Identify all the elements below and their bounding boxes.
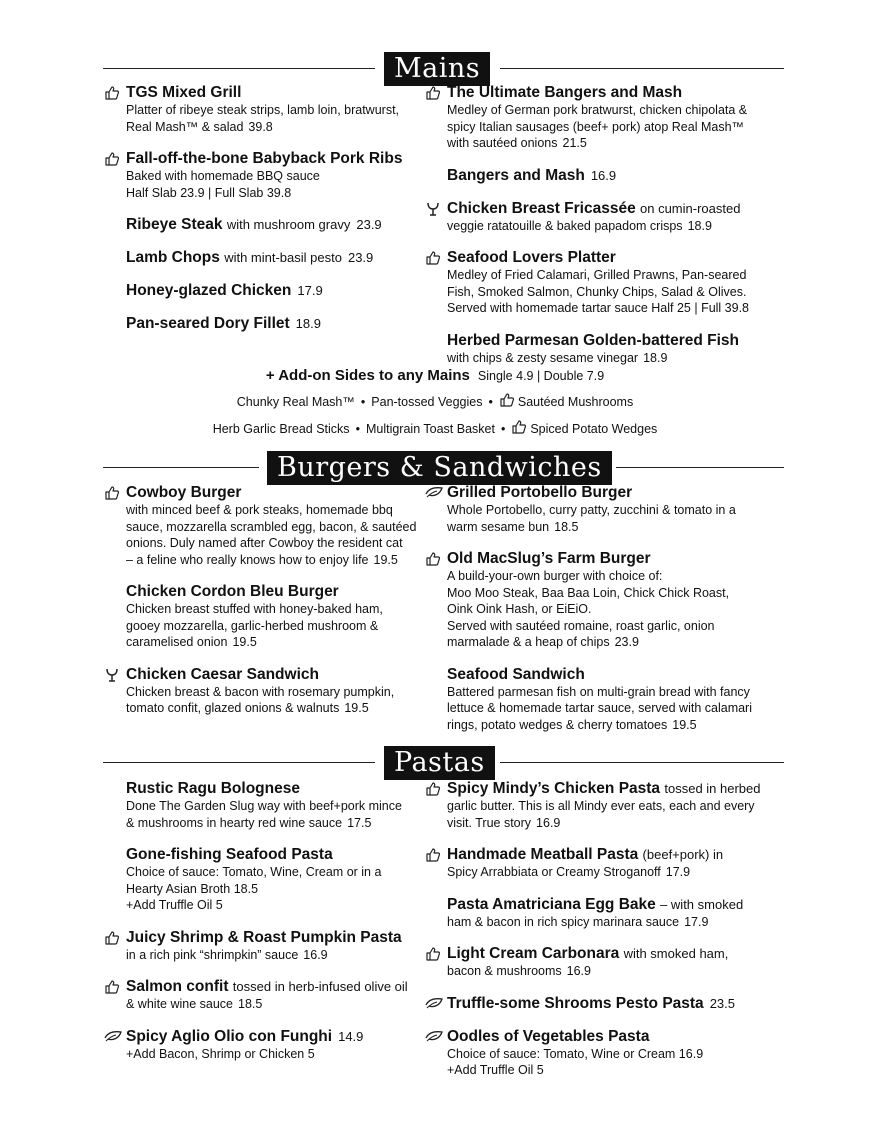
item-price: 18.9 xyxy=(295,316,321,331)
item-description-text: Medley of Fried Calamari, Grilled Prawns, Pan-seared Fish, Smoked Salmon, Chunky Chips, Salad & Olives. Served with homemade tartar sauce Half 25 | Full 39.8 xyxy=(447,268,750,315)
addon-line-1 xyxy=(0,392,870,411)
item-name: Seafood Lovers Platter xyxy=(447,249,616,266)
item-name: Oodles of Vegetables Pasta xyxy=(447,1027,650,1045)
item-name: TGS Mixed Grill xyxy=(126,84,242,101)
divider xyxy=(103,762,375,763)
thumbs-up-icon xyxy=(104,85,122,101)
item-inline-desc: – with smoked xyxy=(660,896,744,912)
item-price: 23.9 xyxy=(614,635,639,649)
item-name-line xyxy=(447,944,785,963)
section-title-pastas: Pastas xyxy=(384,746,495,780)
item-description xyxy=(126,996,424,1013)
item-inline-desc: with mint-basil pesto xyxy=(224,250,342,265)
thumbs-up-icon xyxy=(104,979,122,995)
burgers-left-column xyxy=(104,483,424,731)
item-inline-desc: with mushroom gravy xyxy=(226,217,351,232)
thumbs-up-icon xyxy=(425,85,443,101)
leaf-icon xyxy=(104,1029,122,1045)
item-name: Juicy Shrimp & Roast Pumpkin Pasta xyxy=(126,928,402,946)
item-price: 18.9 xyxy=(687,218,712,233)
item-name-line xyxy=(447,166,785,185)
menu-item xyxy=(104,582,424,651)
item-description xyxy=(447,350,785,367)
thumbs-up-icon xyxy=(104,930,122,946)
addon-title: + Add-on Sides to any Mains Single 4.9 | Double 7.9 xyxy=(265,367,605,384)
divider xyxy=(103,467,259,468)
item-description xyxy=(447,864,785,881)
item-name-line xyxy=(447,665,785,684)
separator-dot: • xyxy=(355,422,360,436)
menu-item xyxy=(104,248,444,267)
menu-item xyxy=(425,845,785,881)
menu-item xyxy=(425,199,785,235)
item-price: 17.9 xyxy=(665,865,691,879)
addon-side-item: Multigrain Toast Basket xyxy=(365,422,495,436)
item-name: Cowboy Burger xyxy=(126,484,242,501)
item-name-line xyxy=(126,928,424,947)
item-name: Chicken Breast Fricassée xyxy=(447,199,636,217)
divider xyxy=(500,68,784,69)
thumbs-up-icon xyxy=(425,250,443,266)
item-price: 23.9 xyxy=(356,217,382,232)
item-description-text: ham & bacon in rich spicy marinara sauce xyxy=(447,914,680,929)
menu-item xyxy=(425,895,785,931)
item-description-text: A build-your-own burger with choice of: Moo Moo Steak, Baa Baa Loin, Chick Chick Roast, Oink Oink Hash, or EiEiO. Served with sautéed romaine, roast garlic, onion marmalade & a heap of chips xyxy=(447,569,730,649)
thumbs-up-icon xyxy=(499,397,515,411)
menu-item xyxy=(425,166,785,185)
section-title-mains: Mains xyxy=(384,52,490,86)
menu-item xyxy=(425,1027,785,1079)
menu-item xyxy=(425,483,785,535)
item-name-line xyxy=(126,248,444,267)
item-price: 39.8 xyxy=(248,119,273,134)
item-name: Lamb Chops xyxy=(126,249,220,266)
thumbs-up-icon xyxy=(425,946,443,962)
item-description xyxy=(126,864,424,914)
item-price: 23.9 xyxy=(347,250,374,265)
mains-right-column xyxy=(425,83,785,380)
item-price: 14.9 xyxy=(338,1028,364,1044)
pastas-right-column xyxy=(425,779,785,1093)
item-price: 17.5 xyxy=(347,815,372,830)
divider xyxy=(616,467,784,468)
divider xyxy=(500,762,784,763)
item-name-line xyxy=(447,895,785,914)
thumbs-up-icon xyxy=(104,485,122,501)
separator-dot: • xyxy=(500,422,506,436)
item-description xyxy=(447,267,785,317)
menu-item xyxy=(104,1027,424,1063)
item-price: 18.5 xyxy=(238,997,263,1011)
item-name-line xyxy=(447,248,785,267)
item-description xyxy=(126,798,424,831)
item-name-line xyxy=(126,845,424,864)
item-description xyxy=(447,914,785,931)
item-price: 19.5 xyxy=(373,552,398,567)
item-name-line xyxy=(447,1027,785,1046)
menu-item xyxy=(425,331,785,367)
leaf-icon xyxy=(425,1029,443,1045)
item-name: Spicy Mindy’s Chicken Pasta xyxy=(447,780,661,797)
menu-item xyxy=(425,248,785,317)
item-name: Light Cream Carbonara xyxy=(447,945,620,962)
item-description-text: Choice of sauce: Tomato, Wine, Cream or in a Hearty Asian Broth 18.5 +Add Truffle Oil 5 xyxy=(126,865,382,912)
item-description xyxy=(126,1046,424,1063)
item-inline-desc: tossed in herbed xyxy=(664,781,761,796)
item-description-text: with chips & zesty sesame vinegar xyxy=(447,350,639,365)
item-inline-desc: with smoked ham, xyxy=(623,946,729,961)
item-description-text: veggie ratatouille & baked papadom crisps xyxy=(447,218,683,233)
item-name: Spicy Aglio Olio con Funghi xyxy=(126,1027,333,1045)
item-name-line xyxy=(126,215,444,234)
item-name-line xyxy=(126,1027,424,1046)
item-description-text: Chicken breast stuffed with honey-baked ham, gooey mozzarella, garlic-herbed mushroom & caramelised onion xyxy=(126,602,383,649)
item-name-line xyxy=(447,994,785,1013)
menu-item xyxy=(104,314,444,333)
thumbs-up-icon xyxy=(425,551,443,567)
item-name-line xyxy=(447,845,785,864)
section-title-burgers: Burgers & Sandwiches xyxy=(267,451,612,485)
item-name: Gone-fishing Seafood Pasta xyxy=(126,846,333,863)
item-price: 16.9 xyxy=(303,947,328,962)
item-description xyxy=(126,601,424,651)
thumbs-up-icon xyxy=(511,424,527,438)
menu-item xyxy=(425,994,785,1013)
separator-dot: • xyxy=(488,395,493,409)
addon-side-item: Herb Garlic Bread Sticks xyxy=(212,422,350,436)
leaf-icon xyxy=(425,485,443,501)
item-description-text: Medley of German pork bratwurst, chicken chipolata & spicy Italian sausages (beef+ pork) atop Real Mash™ with sautéed onions xyxy=(447,103,748,150)
item-name: Salmon confit xyxy=(126,978,229,995)
item-name-line xyxy=(126,314,444,333)
item-description xyxy=(126,502,424,568)
menu-item xyxy=(425,944,785,980)
item-description-text: in a rich pink “shrimpkin” sauce xyxy=(126,947,299,962)
item-name: Bangers and Mash xyxy=(447,166,585,184)
item-description-text: Whole Portobello, curry patty, zucchini & tomato in a warm sesame bun xyxy=(447,503,736,534)
item-description-text: +Add Bacon, Shrimp or Chicken 5 xyxy=(126,1046,315,1061)
item-name-line xyxy=(447,549,785,568)
menu-item xyxy=(104,215,444,234)
leaf-icon xyxy=(425,996,443,1012)
item-name: The Ultimate Bangers and Mash xyxy=(447,84,683,101)
item-description-text: Done The Garden Slug way with beef+pork mince & mushrooms in hearty red wine sauce xyxy=(126,799,402,830)
item-description-text: Platter of ribeye steak strips, lamb loin, bratwurst, Real Mash™ & salad xyxy=(126,103,400,134)
item-price: 18.5 xyxy=(554,519,579,534)
item-description xyxy=(447,102,785,152)
item-name-line xyxy=(126,977,424,996)
item-description-text: Chicken breast & bacon with rosemary pumpkin, tomato confit, glazed onions & walnuts xyxy=(126,684,395,715)
item-inline-desc: on cumin-roasted xyxy=(640,200,741,216)
menu-item xyxy=(104,665,424,717)
thumbs-up-icon xyxy=(425,781,443,797)
item-name-line xyxy=(447,483,785,502)
item-name: Chicken Cordon Bleu Burger xyxy=(126,583,339,600)
item-name-line xyxy=(126,582,424,601)
item-description xyxy=(126,947,424,964)
pastas-left-column xyxy=(104,779,424,1076)
item-description-text: garlic butter. This is all Mindy ever eats, each and every visit. True story xyxy=(447,799,755,830)
menu-item xyxy=(104,149,444,201)
addon-line-2 xyxy=(0,419,870,438)
item-name: Ribeye Steak xyxy=(126,216,223,233)
item-name: Fall-off-the-bone Babyback Pork Ribs xyxy=(126,150,403,167)
item-price: 17.9 xyxy=(297,283,323,298)
item-name: Old MacSlug’s Farm Burger xyxy=(447,550,651,567)
item-price: 23.5 xyxy=(709,995,735,1011)
separator-dot: • xyxy=(360,395,366,409)
menu-item xyxy=(104,845,424,914)
item-description xyxy=(447,684,785,734)
item-description-text: Battered parmesan fish on multi-grain bread with fancy lettuce & homemade tartar sauce, served with calamari rings, potato wedges & cherry tomatoes xyxy=(447,684,752,732)
menu-item xyxy=(104,779,424,831)
item-name: Pan-seared Dory Fillet xyxy=(126,315,290,332)
item-description xyxy=(447,798,785,831)
item-description xyxy=(126,684,424,717)
item-price: 19.5 xyxy=(344,701,369,715)
wine-glass-icon xyxy=(425,201,443,217)
item-name-line xyxy=(447,779,785,798)
thumbs-up-icon xyxy=(425,847,443,863)
item-description-text: with minced beef & pork steaks, homemade bbq sauce, mozzarella scrambled egg, bacon, & sautéed onions. Duly named after Cowboy the resident cat – a feline who really knows how to enjoy life xyxy=(126,503,417,567)
addon-side-item: Sautéed Mushrooms xyxy=(517,395,634,409)
addon-side-item: Pan-tossed Veggies xyxy=(371,395,483,409)
menu-item xyxy=(425,665,785,734)
item-description-text: Choice of sauce: Tomato, Wine or Cream 16.9 +Add Truffle Oil 5 xyxy=(447,1046,704,1077)
item-name-line xyxy=(447,331,785,350)
item-description xyxy=(126,168,444,201)
menu-item xyxy=(104,483,424,568)
item-name-line xyxy=(126,779,424,798)
item-name-line xyxy=(126,665,424,684)
item-name: Truffle-some Shrooms Pesto Pasta xyxy=(447,994,704,1012)
menu-item xyxy=(104,83,444,135)
menu-item xyxy=(425,779,785,831)
item-description-text: Spicy Arrabbiata or Creamy Stroganoff xyxy=(447,865,661,879)
item-name-line xyxy=(126,483,424,502)
item-description-text: & white wine sauce xyxy=(126,997,234,1011)
menu-item xyxy=(425,83,785,152)
item-price: 16.9 xyxy=(536,815,561,830)
menu-item xyxy=(104,281,444,300)
item-name-line xyxy=(126,83,444,102)
item-description-text: bacon & mushrooms xyxy=(447,964,562,978)
item-name: Honey-glazed Chicken xyxy=(126,282,292,299)
item-description xyxy=(447,568,785,651)
addon-sides xyxy=(0,367,870,438)
item-price: 16.9 xyxy=(590,167,617,183)
item-description xyxy=(447,963,785,980)
menu-item xyxy=(104,928,424,964)
item-description xyxy=(447,502,785,535)
divider xyxy=(103,68,375,69)
item-name: Grilled Portobello Burger xyxy=(447,484,633,501)
item-description xyxy=(447,218,785,235)
item-name-line xyxy=(126,149,444,168)
item-name-line xyxy=(126,281,444,300)
item-name-line xyxy=(447,199,785,218)
item-name-line xyxy=(447,83,785,102)
item-name: Chicken Caesar Sandwich xyxy=(126,665,319,683)
item-name: Handmade Meatball Pasta xyxy=(447,846,639,863)
wine-glass-icon xyxy=(104,667,122,683)
item-inline-desc: (beef+pork) in xyxy=(642,847,724,862)
item-name: Seafood Sandwich xyxy=(447,665,585,683)
addon-options: Single 4.9 | Double 7.9 xyxy=(477,369,605,383)
item-description xyxy=(447,1046,785,1079)
item-price: 17.9 xyxy=(684,914,709,929)
menu-item xyxy=(425,549,785,651)
burgers-right-column xyxy=(425,483,785,747)
item-name: Rustic Ragu Bolognese xyxy=(126,780,300,797)
mains-left-column xyxy=(104,83,444,347)
item-price: 21.5 xyxy=(562,136,587,150)
item-price: 19.5 xyxy=(672,717,697,732)
item-price: 16.9 xyxy=(566,964,591,978)
item-description xyxy=(126,102,444,135)
item-inline-desc: tossed in herb-infused olive oil xyxy=(232,979,408,994)
item-price: 19.5 xyxy=(232,635,257,649)
item-name: Pasta Amatriciana Egg Bake xyxy=(447,895,656,913)
item-name: Herbed Parmesan Golden-battered Fish xyxy=(447,331,739,349)
item-description-text: Baked with homemade BBQ sauce Half Slab 23.9 | Full Slab 39.8 xyxy=(126,169,320,200)
addon-side-item: Spiced Potato Wedges xyxy=(530,422,658,436)
menu-item xyxy=(104,977,424,1013)
thumbs-up-icon xyxy=(104,151,122,167)
addon-side-item: Chunky Real Mash™ xyxy=(236,395,355,409)
item-price: 18.9 xyxy=(643,350,668,365)
